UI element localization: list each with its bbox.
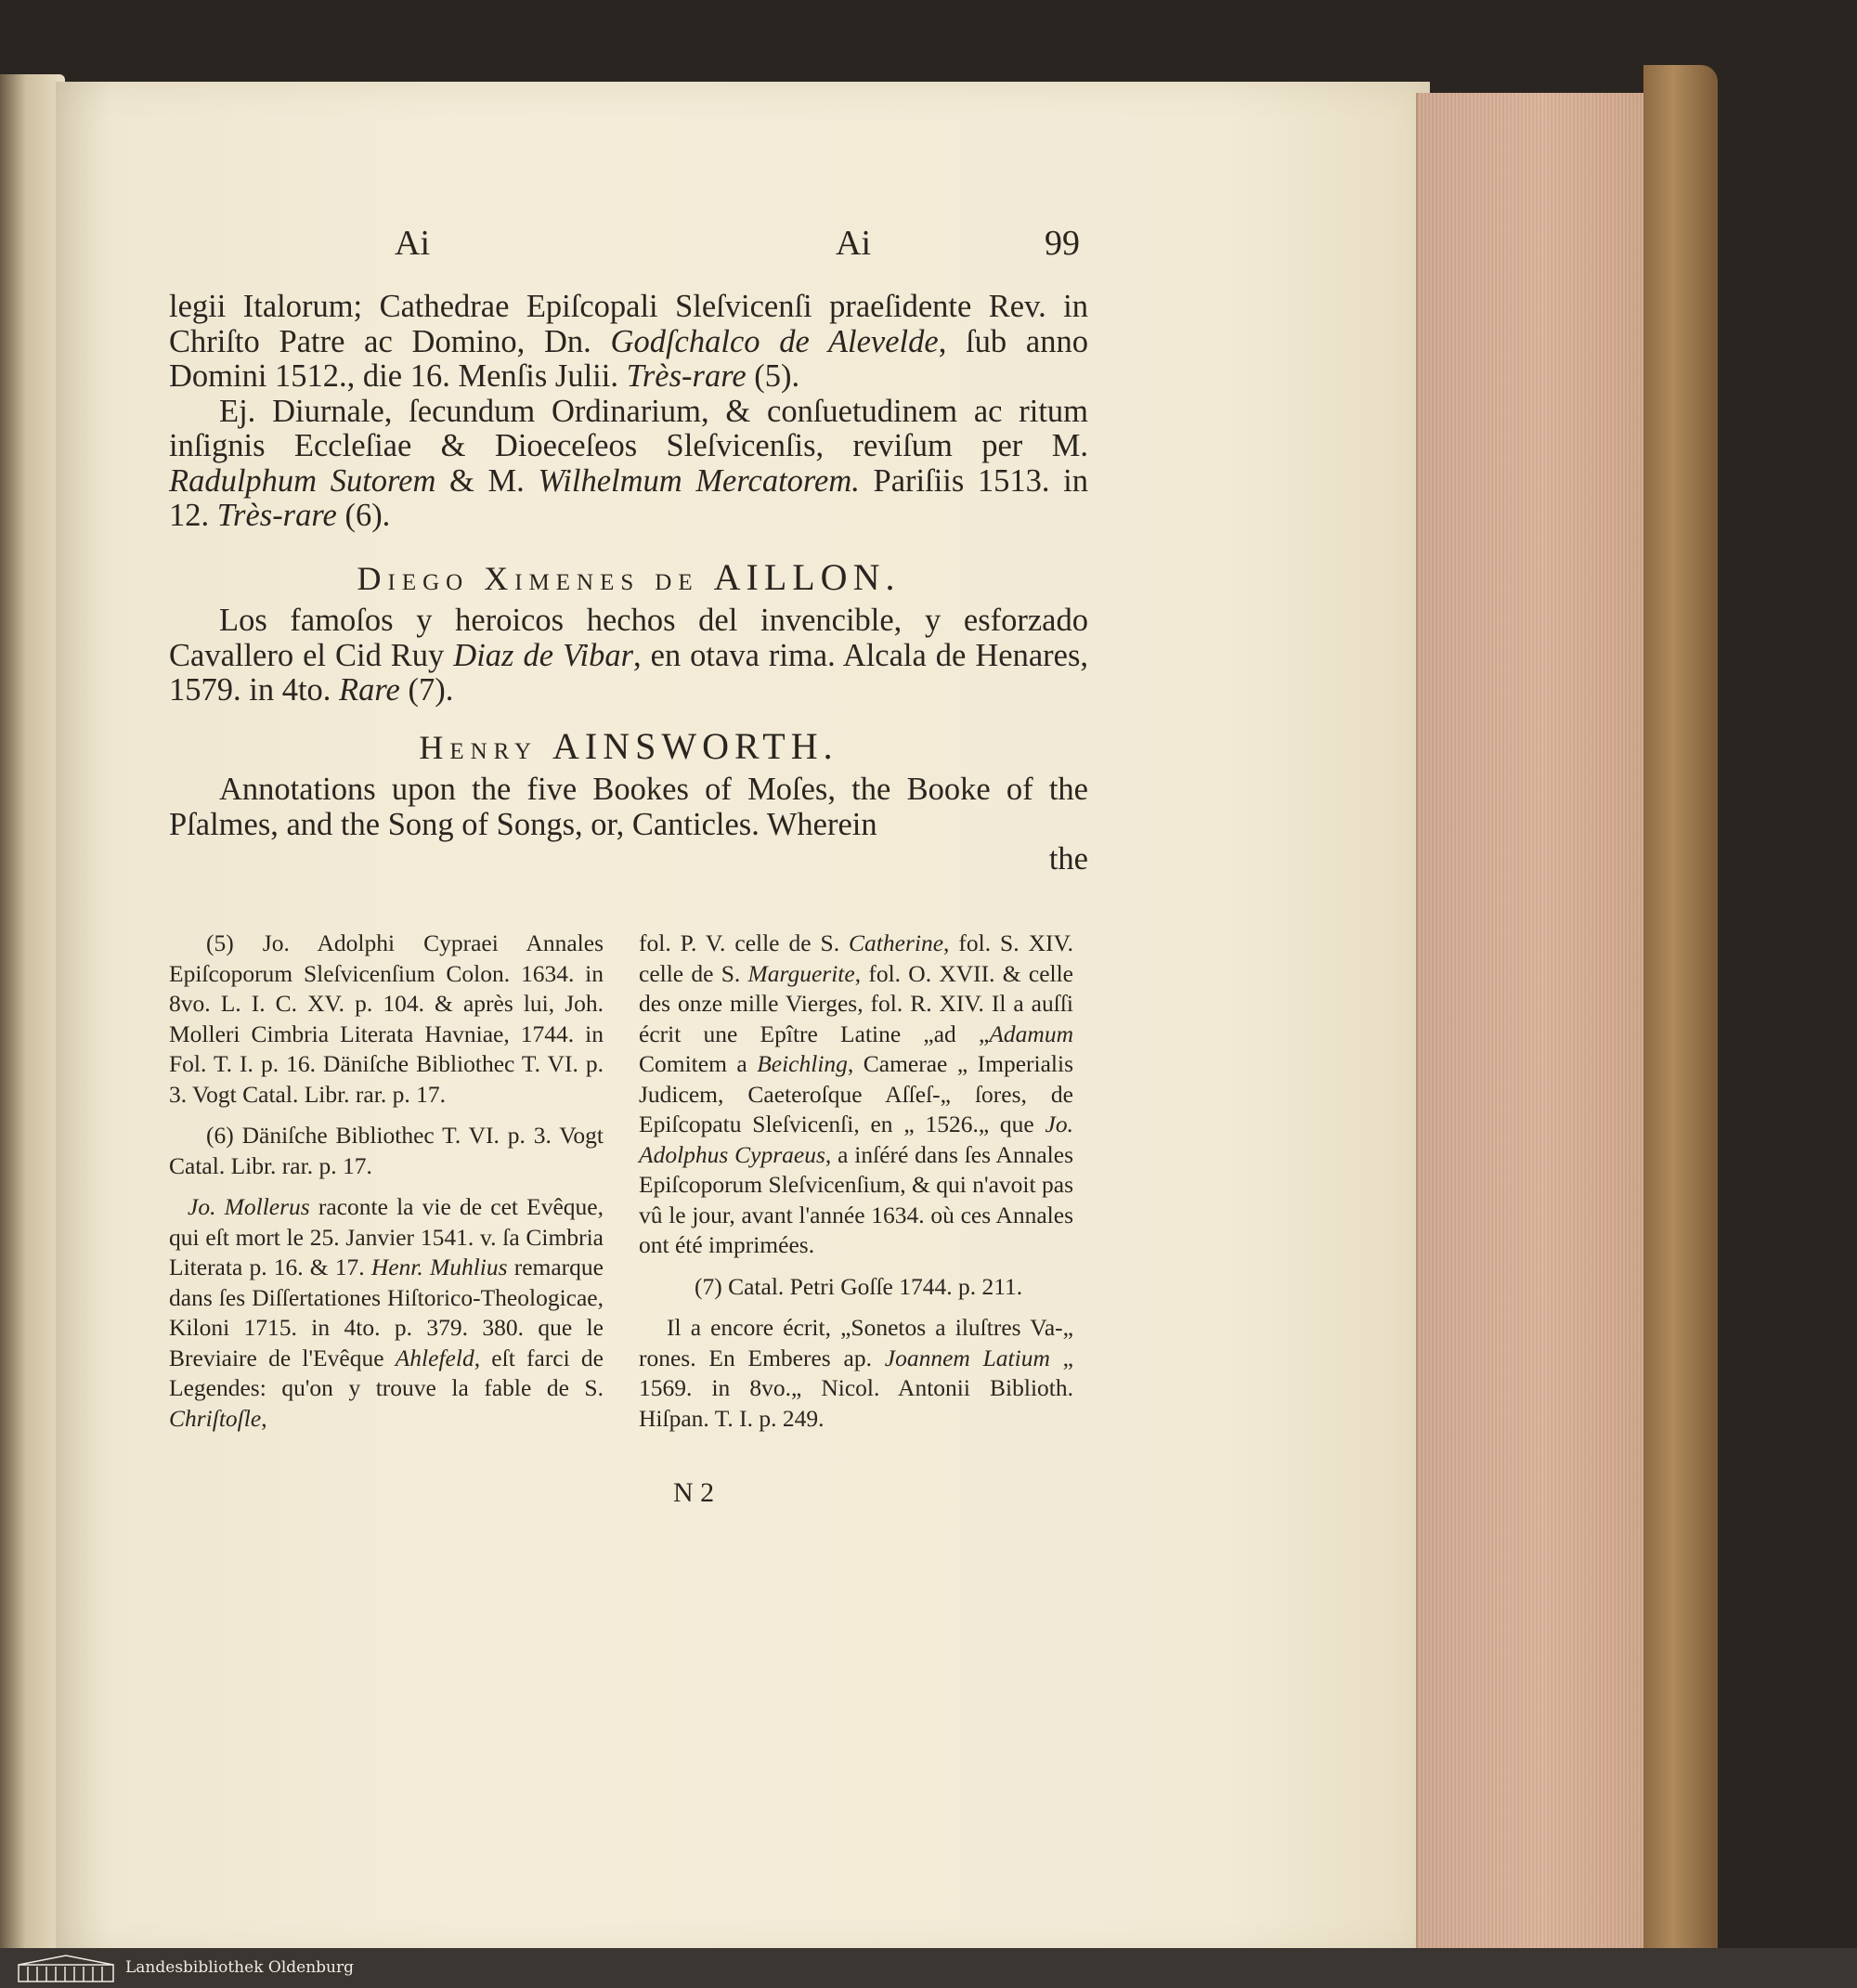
library-name: Landesbibliothek Oldenburg (125, 1958, 355, 1977)
author-heading-aillon: Diego Ximenes de AILLON. (357, 555, 901, 598)
signature-mark: N 2 (673, 1477, 715, 1508)
library-building-icon (15, 1954, 117, 1983)
footnotes-right-column (639, 929, 1073, 1445)
running-head-center: Ai (836, 224, 871, 263)
catchword: the (1048, 841, 1088, 877)
footnotes-left-column (169, 929, 604, 1445)
footnote-7-continued: Il a encore écrit, „Sonetos a iluſtres Va-„ rones. En Emberes ap. Joannem Latium „ 1569. in 8vo.„ Nicol. Antonii Biblioth. Hiſpan. T. I. p. 249. (639, 1314, 1074, 1432)
paragraph-ainsworth: Annotations upon the five Bookes of Moſes, the Booke of the Pſalmes, and the Song of Songs, or, Canticles. Wherein (169, 772, 1088, 842)
footnote-7: (7) Catal. Petri Goſſe 1744. p. 211. (695, 1272, 1023, 1300)
footnote-5: (5) Jo. Adolphi Cypraei Annales Epiſcoporum Sleſvicenſium Colon. 1634. in 8vo. L. I. C. XV. p. 104. & après lui, Joh. Molleri Cimbria Literata Havniae, 1744. in Fol. T. I. p. 16. Däniſche Bibliothec T. VI. p. 3. Vogt Catal. Libr. rar. p. 17. (169, 929, 604, 1108)
running-head (167, 223, 1086, 279)
footnote-6-continuation: fol. P. V. celle de S. Catherine, fol. S. XIV. celle de S. Marguerite, fol. O. XVII. & celle des onze mille Vierges, fol. R. XIV. Il a auſſi écrit une Epître Latine „ad „Adamum Comitem a Beichling, Camerae „ Imperialis Judicem, Caeteroſque Aſſeſ-„ ſores, de Epiſcopatu Sleſvicenſi, en „ 1526.„ que Jo. Adolphus Cypraeus, a inſéré dans ſes Annales Epiſcoporum Sleſvicenſium, & qui n'avoit pas vû le jour, avant l'année 1634. où ces Annales ont été imprimées. (639, 929, 1074, 1258)
page-number: 99 (1045, 224, 1080, 263)
paragraph-diurnale: Ej. Diurnale, ſecundum Ordinarium, & conſuetudinem ac ritum inſignis Eccleſiae & Dioeceſeos Sleſvicenſis, reviſum per M. Radulphum Sutorem & M. Wilhelmum Mercatorem. Pariſiis 1513. in 12. Très-rare (6). (169, 393, 1089, 533)
footnote-6: (6) Däniſche Bibliothec T. VI. p. 3. Vogt Catal. Libr. rar. p. 17. (169, 1122, 604, 1179)
footer-bar (0, 1948, 1857, 1988)
book-cover-edge (1643, 65, 1718, 1969)
paragraph-aillon: Los famoſos y heroicos hechos del invencible, y esforzado Cavallero el Cid Ruy Diaz de Vibar, en otava rima. Alcala de Henares, 1579. in 4to. Rare (7). (169, 603, 1088, 708)
footnote-6-continued: Jo. Mollerus raconte la vie de cet Evêque, qui eſt mort le 25. Janvier 1541. v. ſa Cimbria Literata p. 16. & 17. Henr. Muhlius remarque dans ſes Diſſertationes Hiſtorico-Theologicae, Kiloni 1715. in 4to. p. 379. 380. que le Breviaire de l'Evêque Ahlefeld, eſt farci de Legendes: qu'on y trouve la fable de S. Chriſtoſle, (169, 1193, 604, 1432)
page-fore-edge (1416, 93, 1664, 1950)
paragraph-entry-continuation: legii Italorum; Cathedrae Epiſcopali Sleſvicenſi praeſidente Rev. in Chriſto Patre ac Domino, Dn. Godſchalco de Alevelde, ſub anno Domini 1512., die 16. Menſis Julii. Très-rare (5). (169, 289, 1088, 394)
author-heading-ainsworth: Henry AINSWORTH. (419, 724, 838, 767)
main-text-block (169, 290, 1088, 877)
running-head-left: Ai (395, 224, 430, 263)
